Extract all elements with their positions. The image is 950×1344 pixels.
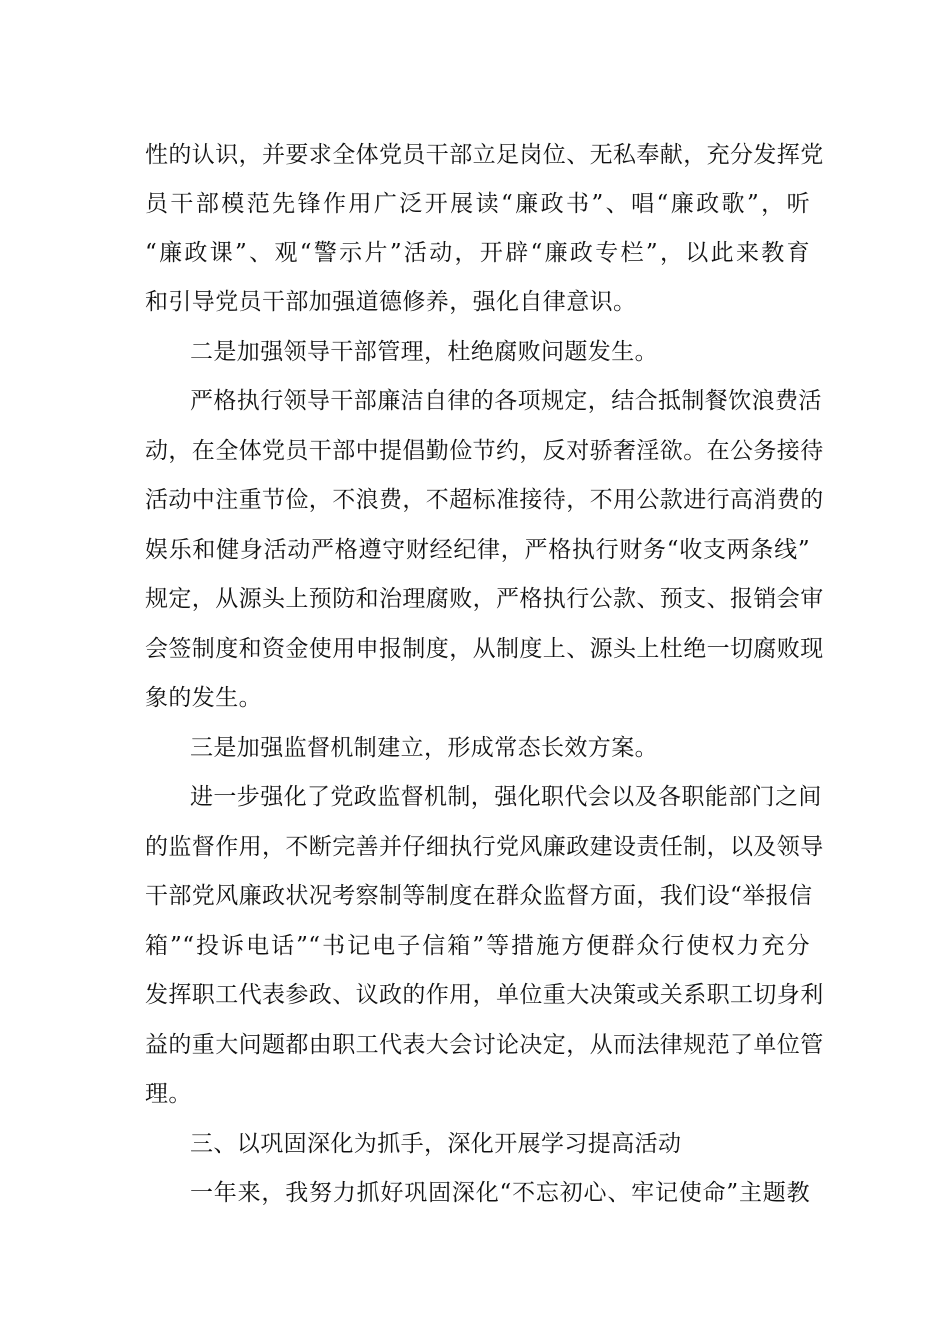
body-line: 益的重大问题都由职工代表大会讨论决定，从而法律规范了单位管 [145,1032,824,1058]
body-line: 动，在全体党员干部中提倡勤俭节约，反对骄奢淫欲。在公务接待 [145,438,824,464]
body-line: 员干部模范先锋作用广泛开展读“廉政书”、唱“廉政歌”，听 [145,191,810,217]
body-line: 娱乐和健身活动严格遵守财经纪律，严格执行财务“收支两条线” [145,537,810,563]
body-line: 理。 [145,1081,192,1107]
section-heading: 二是加强领导干部管理，杜绝腐败问题发生。 [190,339,658,365]
body-line: 和引导党员干部加强道德修养，强化自律意识。 [145,289,637,315]
body-line: 干部党风廉政状况考察制等制度在群众监督方面，我们设“举报信 [145,883,813,909]
body-line: 会签制度和资金使用申报制度，从制度上、源头上杜绝一切腐败现 [145,636,824,662]
body-line: 象的发生。 [145,685,262,711]
paragraph-first-line: 进一步强化了党政监督机制，强化职代会以及各职能部门之间 [190,784,822,810]
body-line: 箱”“投诉电话”“书记电子信箱”等措施方便群众行使权力充分 [145,933,810,959]
body-line: 的监督作用，不断完善并仔细执行党风廉政建设责任制，以及领导 [145,834,824,860]
body-line: 活动中注重节俭，不浪费，不超标准接待，不用公款进行高消费的 [145,487,824,513]
paragraph-first-line: 一年来，我努力抓好巩固深化“不忘初心、牢记使命”主题教 [190,1180,810,1206]
body-line: “廉政课”、观“警示片”活动，开辟“廉政专栏”，以此来教育 [145,240,810,266]
body-line: 性的认识，并要求全体党员干部立足岗位、无私奉献，充分发挥党 [145,142,824,168]
body-line: 规定，从源头上预防和治理腐败，严格执行公款、预支、报销会审 [145,586,824,612]
section-heading: 三是加强监督机制建立，形成常态长效方案。 [190,735,658,761]
body-line: 发挥职工代表参政、议政的作用，单位重大决策或关系职工切身利 [145,982,824,1008]
paragraph-first-line: 严格执行领导干部廉洁自律的各项规定，结合抵制餐饮浪费活 [190,388,822,414]
section-heading: 三、以巩固深化为抓手，深化开展学习提高活动 [190,1131,682,1157]
